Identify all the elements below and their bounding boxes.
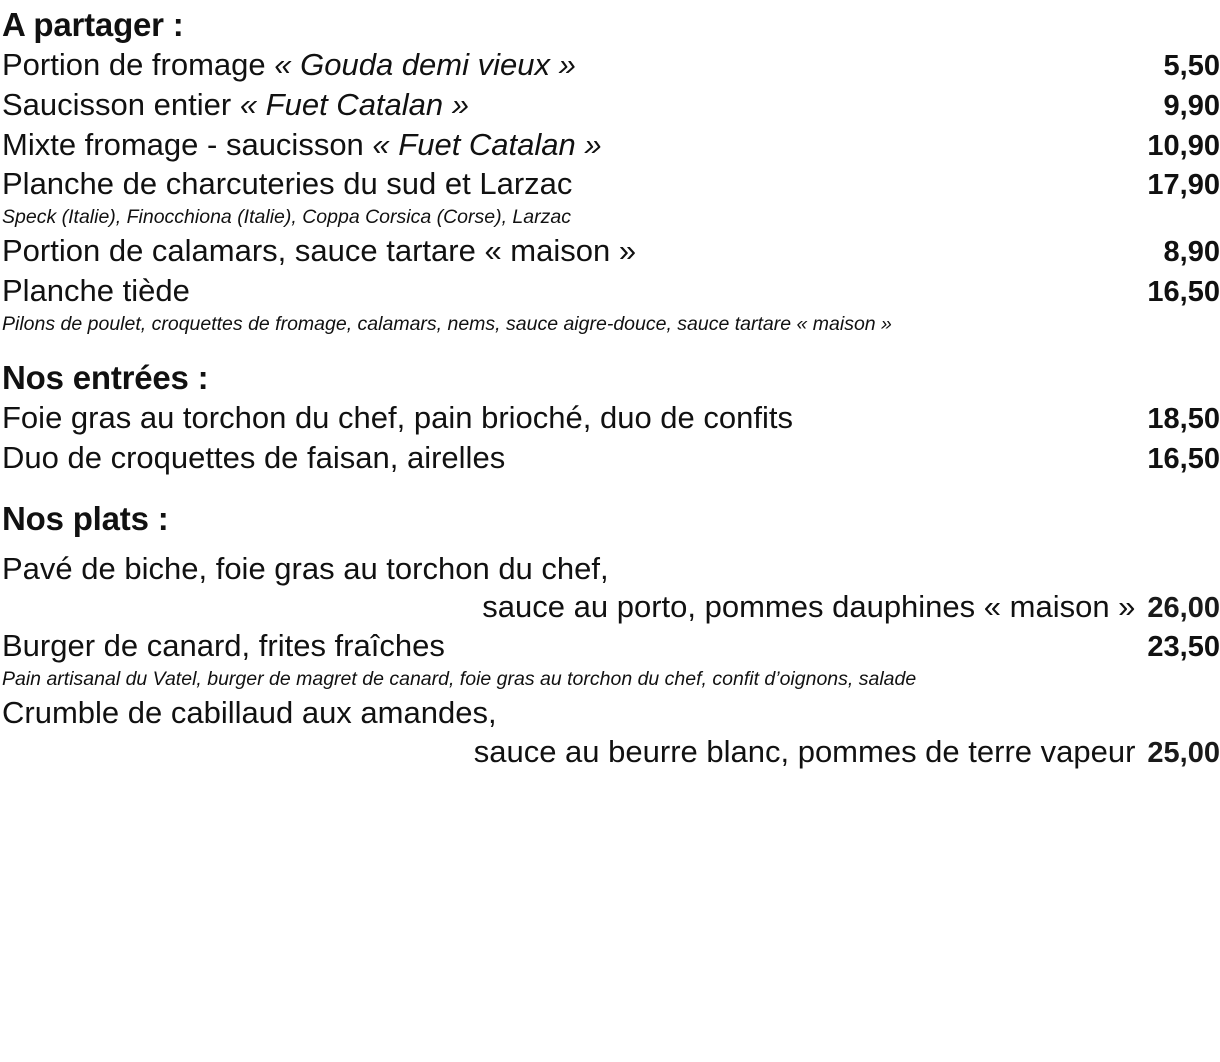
menu-item bbox=[0, 627, 1220, 666]
menu-item-name-plain: Portion de fromage bbox=[2, 47, 275, 82]
menu-item-name-line1: Crumble de cabillaud aux amandes, bbox=[2, 695, 497, 731]
menu-item-name-line2: sauce au beurre blanc, pommes de terre vapeur bbox=[473, 734, 1136, 770]
menu-section-a-partager bbox=[0, 6, 1220, 337]
menu-item-price: 26,00 bbox=[1147, 592, 1220, 625]
menu-item bbox=[0, 550, 1220, 628]
menu-item-price: 16,50 bbox=[1147, 276, 1220, 309]
menu-item-name bbox=[0, 126, 602, 165]
menu-item-name-italic: « Fuet Catalan » bbox=[239, 86, 470, 122]
menu-item-price: 17,90 bbox=[1147, 169, 1220, 202]
menu-item-name bbox=[0, 232, 636, 271]
menu-item-price: 16,50 bbox=[1147, 442, 1220, 475]
menu-section-nos-entrees bbox=[0, 359, 1220, 478]
menu-item-price: 9,90 bbox=[1163, 89, 1220, 122]
menu-item-price: 18,50 bbox=[1147, 403, 1220, 436]
menu-item-price: 25,00 bbox=[1147, 737, 1220, 770]
menu-item-line2-row bbox=[0, 588, 1220, 627]
menu-item-name-plain: Planche de charcuteries du sud et Larzac bbox=[2, 166, 573, 202]
menu-item bbox=[0, 232, 1220, 271]
menu-item-name-plain: Planche tiède bbox=[2, 273, 190, 309]
menu-item bbox=[0, 272, 1220, 311]
menu-item bbox=[0, 439, 1220, 478]
menu-item bbox=[0, 165, 1220, 204]
menu-item bbox=[0, 399, 1220, 438]
menu-item-name-line2: sauce au porto, pommes dauphines « maison » bbox=[482, 589, 1136, 625]
menu-item-price: 23,50 bbox=[1147, 631, 1220, 664]
menu-item-description: Speck (Italie), Finocchiona (Italie), Coppa Corsica (Corse), Larzac bbox=[2, 206, 571, 228]
menu-item bbox=[0, 46, 1220, 85]
menu-item-name-plain: Burger de canard, frites fraîches bbox=[2, 628, 445, 664]
menu-item-name bbox=[0, 86, 469, 125]
menu-item bbox=[0, 86, 1220, 125]
menu-item-name bbox=[0, 272, 190, 311]
menu-item-line2-row bbox=[0, 733, 1220, 772]
menu-item-name-plain: Mixte fromage - saucisson bbox=[2, 126, 373, 162]
menu-item-name-plain: Foie gras au torchon du chef, pain brioché, duo de confits bbox=[2, 400, 793, 436]
menu-section-nos-plats bbox=[0, 500, 1220, 772]
section-heading: A partager : bbox=[2, 6, 184, 43]
menu-item-name bbox=[0, 165, 572, 204]
menu-item-name bbox=[0, 399, 793, 438]
menu-item-price: 5,50 bbox=[1163, 50, 1220, 82]
menu-item bbox=[0, 694, 1220, 772]
spacer bbox=[0, 540, 1220, 550]
menu-item-name-italic: « Gouda demi vieux » bbox=[274, 47, 576, 82]
menu-item-name-plain: Portion de calamars, sauce tartare « maison » bbox=[2, 233, 637, 269]
section-heading: Nos plats : bbox=[2, 499, 169, 537]
menu-item-name-line1: Pavé de biche, foie gras au torchon du chef, bbox=[2, 550, 609, 586]
menu-item-name bbox=[0, 439, 505, 478]
menu-item-name-plain: Duo de croquettes de faisan, airelles bbox=[2, 439, 506, 475]
menu-item-description: Pilons de poulet, croquettes de fromage, calamars, nems, sauce aigre-douce, sauce tartare « maison » bbox=[2, 312, 892, 335]
menu-item-description: Pain artisanal du Vatel, burger de magret de canard, foie gras au torchon du chef, confit d’oignons, salade bbox=[2, 667, 917, 690]
menu-item-name-italic: « Fuet Catalan » bbox=[372, 126, 602, 162]
menu-document bbox=[0, 6, 1220, 772]
section-heading: Nos entrées : bbox=[2, 359, 209, 397]
menu-item-price: 8,90 bbox=[1163, 236, 1220, 269]
menu-item-name bbox=[0, 627, 445, 666]
menu-item-name-plain: Saucisson entier bbox=[2, 86, 240, 122]
menu-item bbox=[0, 126, 1220, 165]
menu-item-name bbox=[0, 46, 576, 85]
menu-item-price: 10,90 bbox=[1147, 129, 1220, 162]
